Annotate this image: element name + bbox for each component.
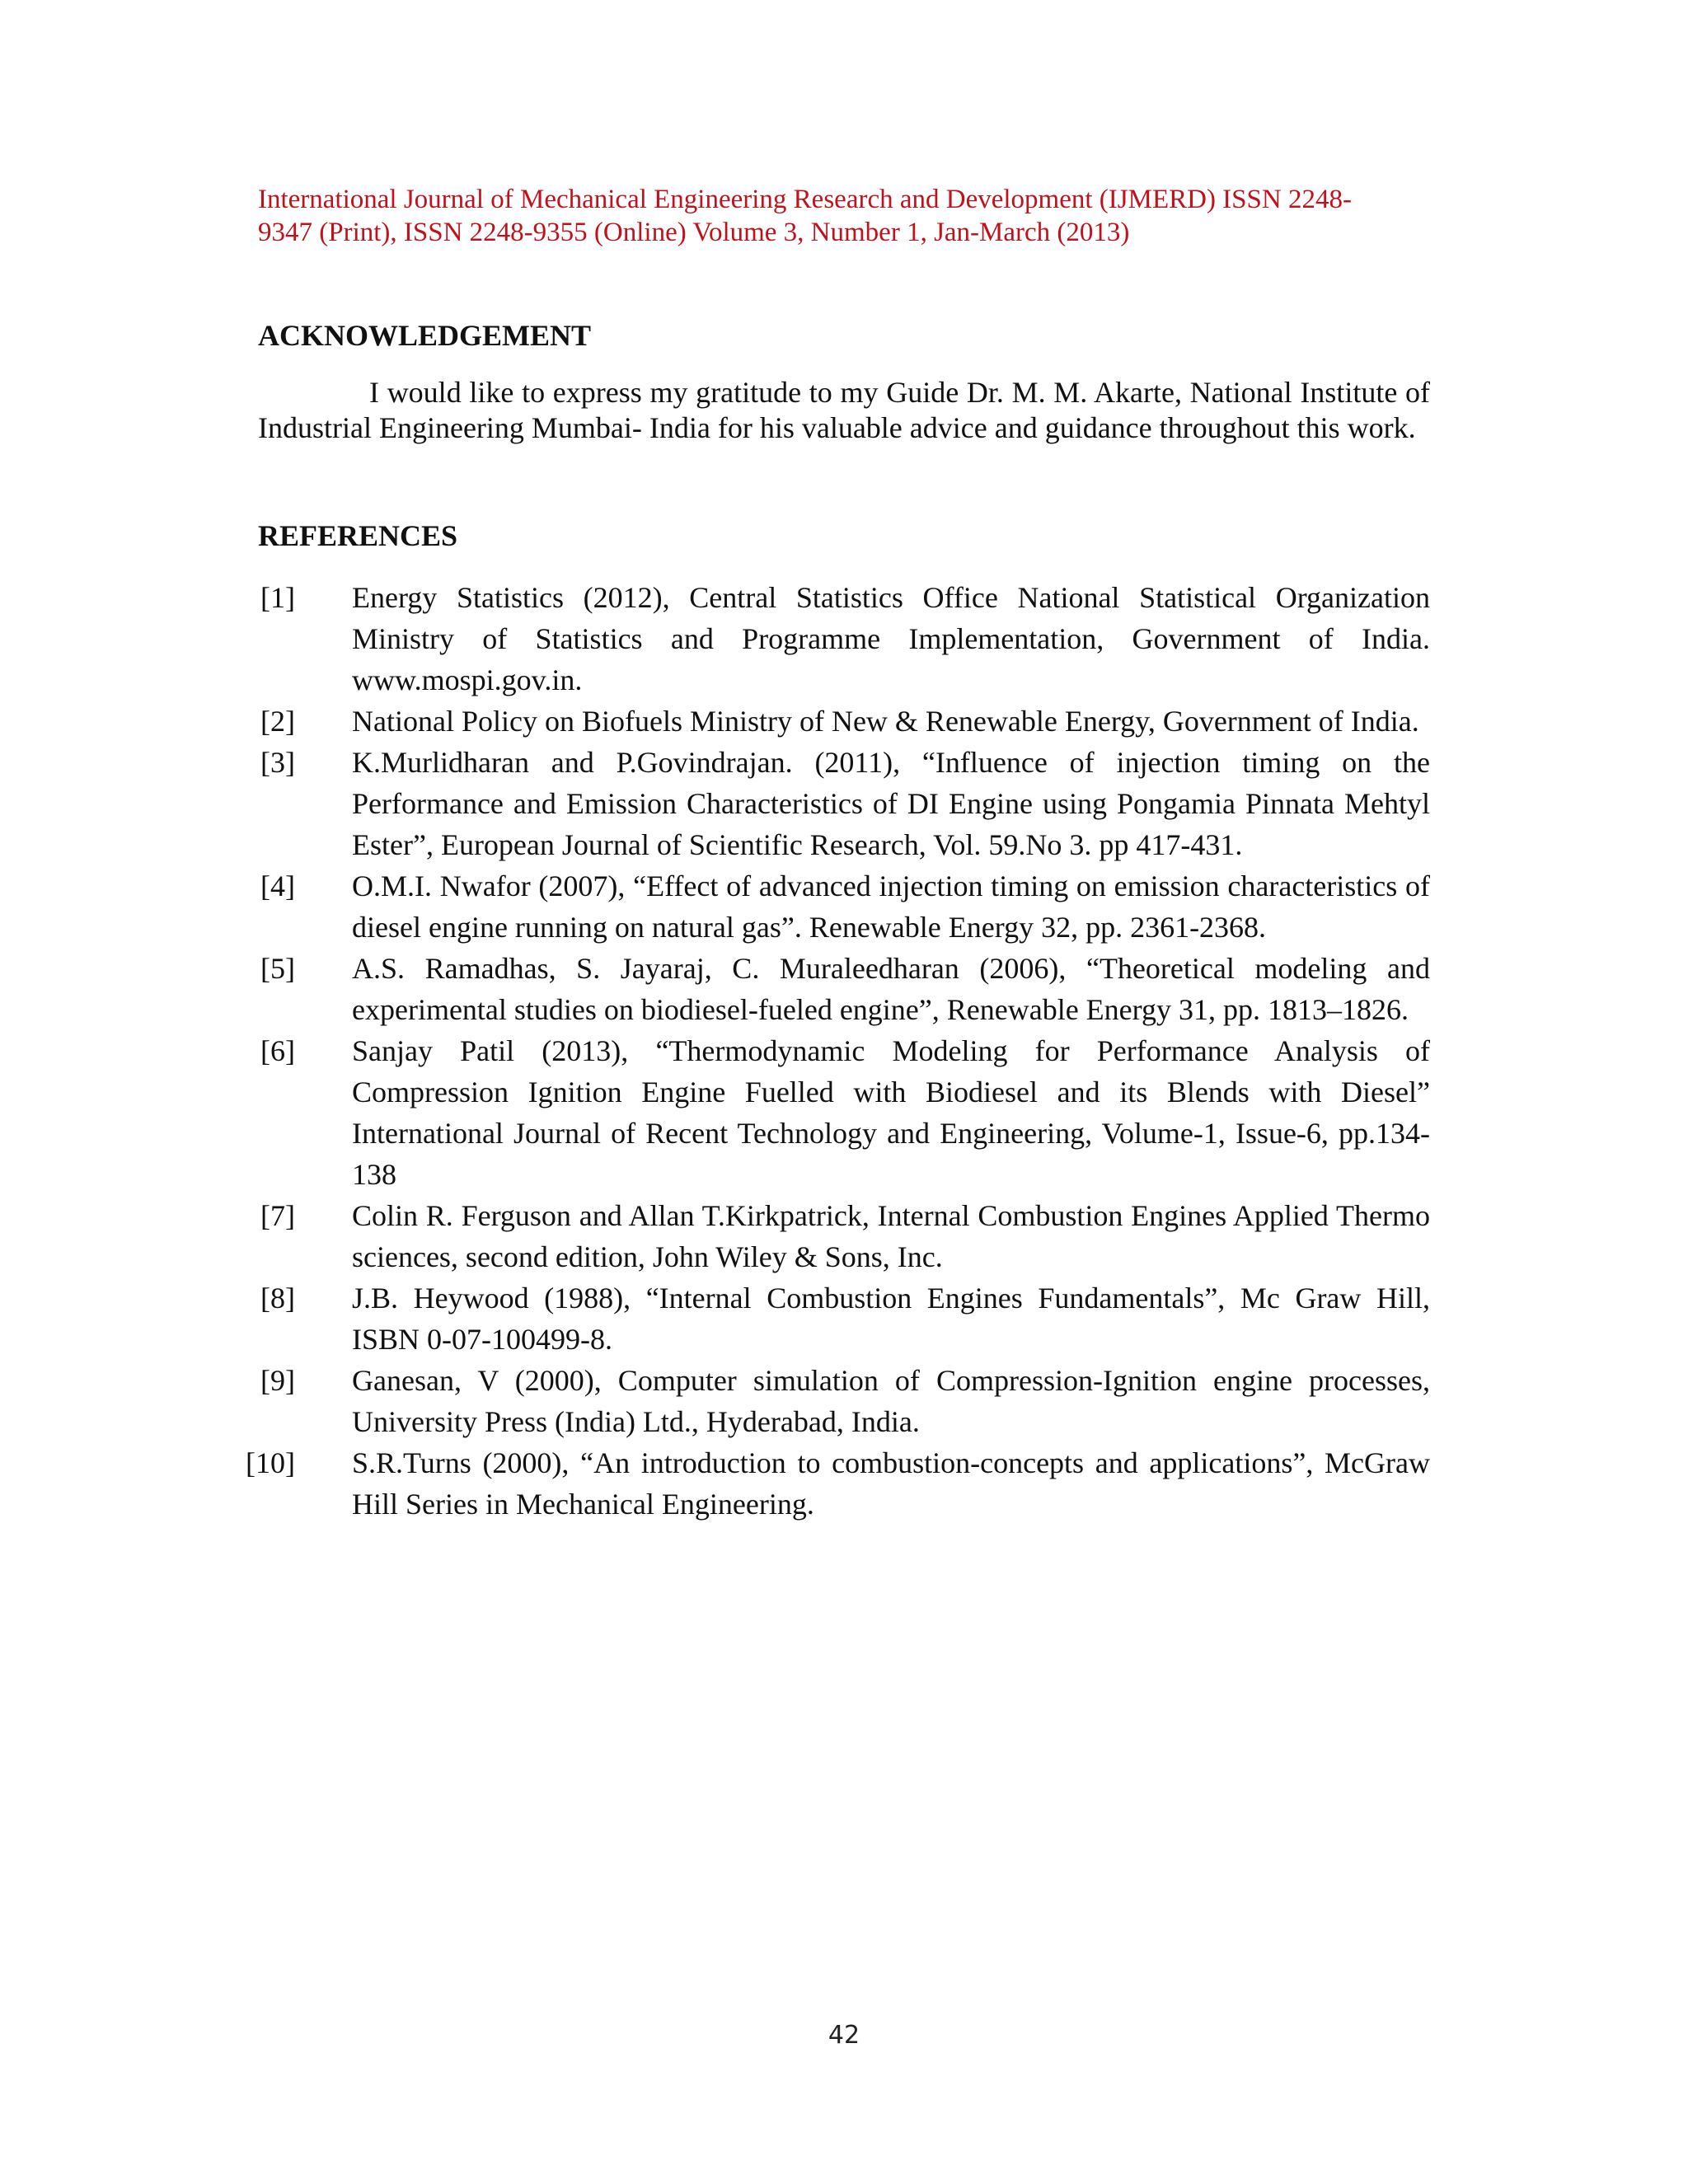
reference-number: [8]: [260, 1282, 295, 1315]
references-list: [239, 577, 1430, 1525]
journal-header-line-1: International Journal of Mechanical Engineering Research and Development (IJMERD) ISSN 2248-: [258, 185, 1352, 214]
reference-text: O.M.I. Nwafor (2007), “Effect of advanced injection timing on emission characteristics of diesel engine running on natural gas”. Renewable Energy 32, pp. 2361-2368.: [352, 869, 1430, 944]
reference-item: [239, 1195, 1430, 1277]
reference-item: [239, 1277, 1430, 1360]
reference-number: [7]: [260, 1199, 295, 1232]
reference-number: [5]: [260, 952, 295, 985]
page-number: 42: [828, 2021, 860, 2050]
reference-item: [239, 865, 1430, 948]
reference-text: National Policy on Biofuels Ministry of New & Renewable Energy, Government of India.: [352, 705, 1419, 738]
reference-item: [239, 701, 1430, 742]
reference-text: S.R.Turns (2000), “An introduction to combustion-concepts and applications”, McGraw Hill Series in Mechanical Engineering.: [352, 1446, 1430, 1521]
reference-number: [3]: [260, 746, 295, 779]
reference-item: [239, 1360, 1430, 1442]
reference-number: [10]: [246, 1446, 295, 1479]
references-heading: REFERENCES: [258, 519, 458, 552]
reference-text: A.S. Ramadhas, S. Jayaraj, C. Muraleedharan (2006), “Theoretical modeling and experimental studies on biodiesel-fueled engine”, Renewable Energy 31, pp. 1813–1826.: [352, 952, 1430, 1026]
acknowledgement-paragraph: I would like to express my gratitude to my Guide Dr. M. M. Akarte, National Institute of Industrial Engineering Mumbai- India for his valuable advice and guidance throughout this work.: [258, 376, 1430, 444]
reference-number: [4]: [260, 869, 295, 902]
reference-number: [9]: [260, 1364, 295, 1397]
reference-text: J.B. Heywood (1988), “Internal Combustion Engines Fundamentals”, Mc Graw Hill, ISBN 0-07-100499-8.: [352, 1282, 1430, 1356]
reference-text: Colin R. Ferguson and Allan T.Kirkpatrick, Internal Combustion Engines Applied Thermo sciences, second edition, John Wiley & Sons, Inc.: [352, 1199, 1430, 1273]
reference-item: [239, 1442, 1430, 1525]
reference-item: [239, 577, 1430, 701]
reference-text: Sanjay Patil (2013), “Thermodynamic Modeling for Performance Analysis of Compression Ignition Engine Fuelled with Biodiesel and its Blends with Diesel” International Journal of Recent Technology and Engineering, Volume-1, Issue-6, pp.134-138: [352, 1034, 1430, 1191]
reference-number: [6]: [260, 1034, 295, 1067]
reference-text: K.Murlidharan and P.Govindrajan. (2011), “Influence of injection timing on the Performance and Emission Characteristics of DI Engine using Pongamia Pinnata Mehtyl Ester”, European Journal of Scientific Research, Vol. 59.No 3. pp 417-431.: [352, 746, 1430, 861]
journal-header: [258, 183, 1445, 249]
reference-text: Ganesan, V (2000), Computer simulation of Compression-Ignition engine processes, University Press (India) Ltd., Hyderabad, India.: [352, 1364, 1430, 1438]
reference-item: [239, 948, 1430, 1030]
journal-header-line-2: 9347 (Print), ISSN 2248-9355 (Online) Volume 3, Number 1, Jan-March (2013): [258, 218, 1130, 247]
acknowledgement-heading: ACKNOWLEDGEMENT: [258, 319, 592, 352]
reference-text: Energy Statistics (2012), Central Statistics Office National Statistical Organization Ministry of Statistics and Programme Implementation, Government of India. www.mospi.gov.in.: [352, 581, 1430, 696]
reference-number: [2]: [260, 705, 295, 738]
reference-item: [239, 742, 1430, 865]
reference-item: [239, 1030, 1430, 1195]
reference-number: [1]: [260, 581, 295, 614]
